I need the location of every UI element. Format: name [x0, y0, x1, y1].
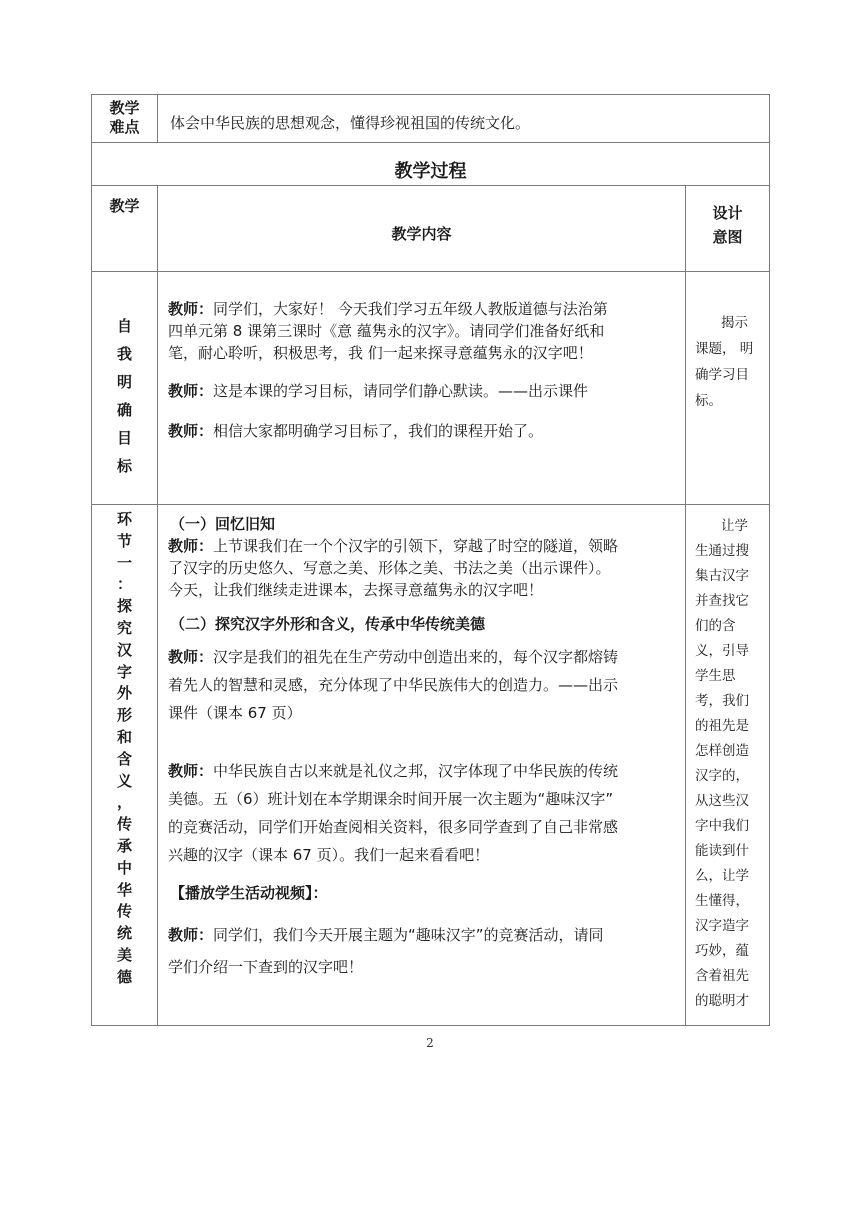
- section-label-char: 德: [116, 967, 132, 986]
- heading-explore: （二）探究汉字外形和含义，传承中华传统美德: [170, 615, 486, 633]
- section-label-char: 环: [116, 510, 132, 528]
- text-line: 学们介绍一下查到的汉字吧！: [168, 958, 364, 976]
- intent-line: 标。: [695, 393, 722, 409]
- section-label-char: 统: [116, 924, 132, 943]
- section-label-char: 形: [116, 706, 132, 725]
- text-line: 同学们，我们今天开展主题为“趣味汉字”的竞赛活动，请同: [213, 926, 604, 944]
- speaker-label: 教师：: [168, 648, 214, 666]
- goal-label-char: 明: [116, 373, 132, 391]
- text-line: 上节课我们在一个个汉字的引领下，穿越了时空的隧道，领略: [213, 537, 619, 555]
- section-label-char: 外: [116, 684, 132, 703]
- speaker-label: 教师：: [168, 382, 214, 400]
- intent-header-line: 设计: [712, 204, 743, 222]
- video-label: 【播放学生活动视频】：: [170, 884, 328, 902]
- intent-line: 生懂得，: [695, 893, 749, 909]
- phase-header: 教学: [109, 197, 140, 215]
- text-line: 四单元第 8 课第三课时《意 蕴隽永的汉字》。请同学们准备好纸和: [168, 322, 605, 340]
- intent-line: 的聪明才: [695, 993, 749, 1009]
- section-label-char: 中: [116, 858, 132, 877]
- intent-line: 字中我们: [695, 818, 749, 834]
- intent-line: 怎样创造: [695, 743, 749, 759]
- intent-line: 让学: [721, 518, 748, 534]
- section-one-intent: [686, 505, 769, 1014]
- section-one-content-cell: [158, 505, 686, 1026]
- intent-line: 汉字的，: [695, 768, 749, 784]
- intent-line: 生通过搜: [695, 543, 749, 559]
- section-one-label-cell: [92, 505, 158, 1026]
- intent-line: 并查找它: [695, 593, 749, 609]
- phase-header-cell: [92, 186, 158, 272]
- section-label-char: ，: [116, 793, 132, 812]
- text-line: 了汉字的历史悠久、写意之美、形体之美、书法之美（出示课件）。: [168, 559, 611, 577]
- text-line: 兴趣的汉字（课本 67 页）。我们一起来看看吧！: [168, 846, 490, 864]
- text-line: 这是本课的学习目标，请同学们静心默读。——出示课件: [213, 382, 589, 400]
- intent-line: 的祖先是: [695, 718, 749, 734]
- section-label-char: ：: [116, 575, 132, 594]
- goal-paragraph: [168, 420, 681, 442]
- section-label-char: 传: [116, 902, 132, 921]
- intent-header-line: 意图: [712, 228, 743, 246]
- intent-line: 义，引导: [695, 643, 749, 659]
- section-label-char: 汉: [116, 640, 132, 659]
- section-label-char: 节: [116, 531, 132, 550]
- lesson-table: [91, 94, 770, 1026]
- section-label-char: 含: [116, 749, 132, 768]
- intent-line: 么，让学: [695, 868, 749, 884]
- section-label-char: 传: [116, 815, 132, 834]
- section-label-char: 一: [116, 553, 132, 572]
- difficulty-label-cell: [92, 95, 158, 143]
- goal-paragraph: [168, 380, 681, 402]
- goal-label-cell: [92, 272, 158, 505]
- section-label-char: 美: [116, 945, 132, 964]
- content-header-cell: [158, 186, 686, 272]
- speaker-label: 教师：: [168, 926, 214, 944]
- speaker-label: 教师：: [168, 762, 214, 780]
- intent-line: 汉字造字: [695, 918, 749, 934]
- text-line: 今天，让我们继续走进课本，去探寻意蕴隽永的汉字吧！: [168, 581, 544, 599]
- goal-intent: [686, 272, 769, 414]
- intent-line: 能读到什: [695, 843, 749, 859]
- difficulty-label-line: 难点: [109, 118, 140, 136]
- intent-line: 们的含: [695, 618, 736, 634]
- intent-line: 课题， 明: [695, 341, 754, 357]
- section-label-char: 义: [116, 771, 132, 790]
- goal-label-char: 确: [116, 401, 132, 419]
- content-header: 教学内容: [391, 225, 452, 243]
- intent-header-cell: [686, 186, 770, 272]
- difficulty-text-cell: [158, 95, 770, 143]
- text-line: 相信大家都明确学习目标了，我们的课程开始了。: [213, 422, 544, 440]
- section-one-label: [92, 505, 157, 989]
- text-line: 汉字是我们的祖先在生产劳动中创造出来的，每个汉字都熔铸: [213, 648, 619, 666]
- section-label-char: 承: [116, 836, 132, 855]
- goal-label-char: 我: [116, 345, 132, 363]
- section-one-intent-cell: [686, 505, 770, 1026]
- text-line: 中华民族自古以来就是礼仪之邦，汉字体现了中华民族的传统: [213, 762, 619, 780]
- intent-line: 学生思: [695, 668, 736, 684]
- intent-line: 确学习目: [695, 367, 749, 383]
- text-line: 的竞赛活动，同学们开始查阅相关资料，很多同学查到了自己非常感: [168, 818, 619, 836]
- goal-label-char: 自: [116, 317, 132, 335]
- content-paragraph: [168, 535, 683, 601]
- goal-content-cell: [158, 272, 686, 505]
- difficulty-text: 体会中华民族的思想观念，懂得珍视祖国的传统文化。: [170, 114, 531, 132]
- section-label-char: 探: [116, 597, 132, 616]
- text-line: 同学们，大家好！ 今天我们学习五年级人教版道德与法治第: [213, 300, 608, 318]
- content-paragraph: [168, 757, 683, 869]
- content-paragraph: [168, 643, 683, 727]
- process-title-cell: [92, 143, 770, 186]
- section-label-char: 和: [116, 727, 132, 746]
- text-line: 着先人的智慧和灵感，充分体现了中华民族伟大的创造力。——出示: [168, 676, 619, 694]
- text-line: 笔，耐心聆听，积极思考，我 们一起来探寻意蕴隽永的汉字吧！: [168, 344, 593, 362]
- intent-line: 从这些汉: [695, 793, 749, 809]
- process-title: 教学过程: [394, 161, 467, 182]
- heading-review: （一）回忆旧知: [170, 515, 276, 533]
- speaker-label: 教师：: [168, 422, 214, 440]
- intent-line: 考，我们: [695, 693, 749, 709]
- goal-label: [92, 272, 157, 480]
- page-number: 2: [426, 1036, 434, 1050]
- intent-line: 集古汉字: [695, 568, 749, 584]
- section-label-char: 华: [116, 880, 132, 899]
- speaker-label: 教师：: [168, 537, 214, 555]
- section-label-char: 究: [116, 618, 132, 637]
- intent-line: 巧妙，蕴: [695, 943, 749, 959]
- speaker-label: 教师：: [168, 300, 214, 318]
- goal-label-char: 标: [116, 457, 132, 475]
- text-line: 美德。五（6）班计划在本学期课余时间开展一次主题为“趣味汉字”: [168, 790, 614, 808]
- goal-label-char: 目: [116, 429, 132, 447]
- goal-paragraph: [168, 298, 681, 364]
- difficulty-label-line: 教学: [109, 99, 140, 117]
- intent-line: 揭示: [721, 315, 748, 331]
- content-paragraph: [168, 919, 683, 983]
- section-label-char: 字: [116, 662, 132, 681]
- text-line: 课件（课本 67 页）: [168, 704, 302, 722]
- intent-line: 含着祖先: [695, 968, 749, 984]
- goal-intent-cell: [686, 272, 770, 505]
